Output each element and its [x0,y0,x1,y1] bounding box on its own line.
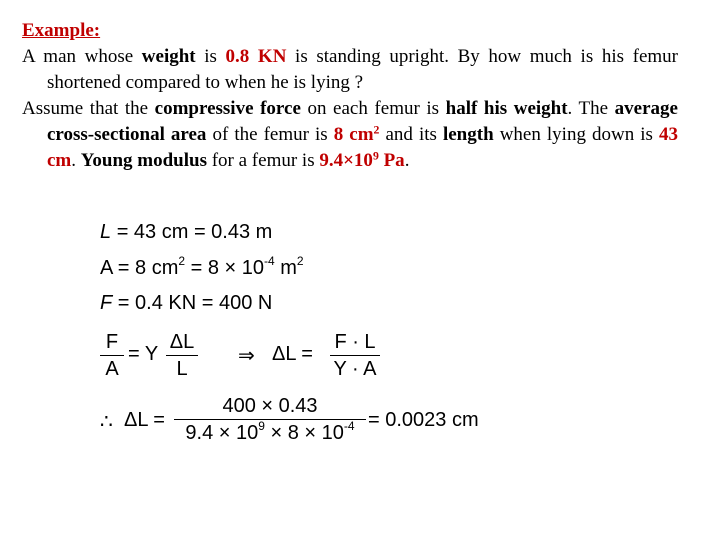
compressive-force-label: compressive force [154,98,301,119]
fraction-numerator: 400 × 0.43 [222,395,318,417]
area-value-text: 8 cm [333,124,374,145]
var-F: F [100,292,113,314]
problem-text [22,18,678,174]
fraction-denominator: L [176,358,188,380]
text-segment: and its [379,124,443,145]
text-segment: . [71,150,81,171]
example-heading: Example: [22,20,101,41]
exponent: -4 [343,419,355,433]
fraction-numerator: ΔL [169,331,195,353]
equation-text: = 8 × 10 [185,257,265,279]
text-segment: . The [567,98,615,119]
weight-value: 0.8 KN [225,46,287,67]
problem-paragraph-1 [22,44,678,96]
fraction-calculation [174,394,366,445]
equation-force [100,292,272,315]
exponent: 9 [258,419,265,433]
text-segment: Assume that the [22,98,155,119]
modulus-label: Young modulus [80,150,207,171]
modulus-exponent: 9 [372,149,379,163]
denominator-text: 9.4 × 10 [185,422,259,444]
fraction-fl-over-ya [330,330,380,381]
text-segment: on each femur is [300,98,446,119]
text-segment: . [404,150,410,171]
problem-paragraph-2 [22,96,678,174]
equation-text: A = 8 cm [100,257,179,279]
exponent: -4 [264,254,275,268]
fraction-denominator: A [105,358,119,380]
fraction-bar [174,419,366,420]
fraction-f-over-a [100,330,124,381]
fraction-numerator: F [105,331,119,353]
text-segment: is standing upright. By how much is his femur shortened compared to when he is lying ? [47,46,679,93]
denominator-text: × 8 × 10 [264,422,344,444]
result-value: = 0.0023 cm [368,409,479,431]
text-segment: for a femur is [206,150,320,171]
half-weight-label: half his weight [445,98,568,119]
fraction-numerator: F · L [334,331,376,353]
modulus-value-text: 9.4×10 [319,150,373,171]
equals-y: = Y [128,343,159,365]
text-segment: A man whose [22,46,142,67]
modulus-value [319,150,404,171]
text-segment: is [195,46,226,67]
equation-text: m [274,257,297,279]
var-L: L [100,221,112,243]
fraction-bar [330,355,380,356]
equation-length [100,221,272,244]
exponent: 2 [178,254,186,268]
length-value: 43 cm [47,124,678,171]
area-value [334,124,380,145]
length-label: length [442,124,494,145]
delta-l-equals: ΔL = [124,409,165,431]
fraction-bar [100,355,124,356]
area-exponent: 2 [373,123,380,137]
fraction-denominator [174,421,366,445]
text-segment: when lying down is [493,124,659,145]
equation-text: = 0.4 KN = 400 N [117,292,273,314]
delta-l-equals: ΔL = [272,343,313,365]
therefore-symbol: ∴ [100,411,113,433]
fraction-bar [166,355,198,356]
modulus-unit: Pa [378,150,405,171]
fraction-denominator: Y · A [333,358,377,380]
area-label: average cross-sectional area [47,98,678,145]
weight-label: weight [141,46,196,67]
text-segment: of the femur is [206,124,334,145]
equation-area [100,254,304,280]
implies-arrow: ⇒ [238,345,255,367]
fraction-dl-over-l [166,330,198,381]
exponent: 2 [296,254,304,268]
equation-text: = 43 cm = 0.43 m [116,221,273,243]
